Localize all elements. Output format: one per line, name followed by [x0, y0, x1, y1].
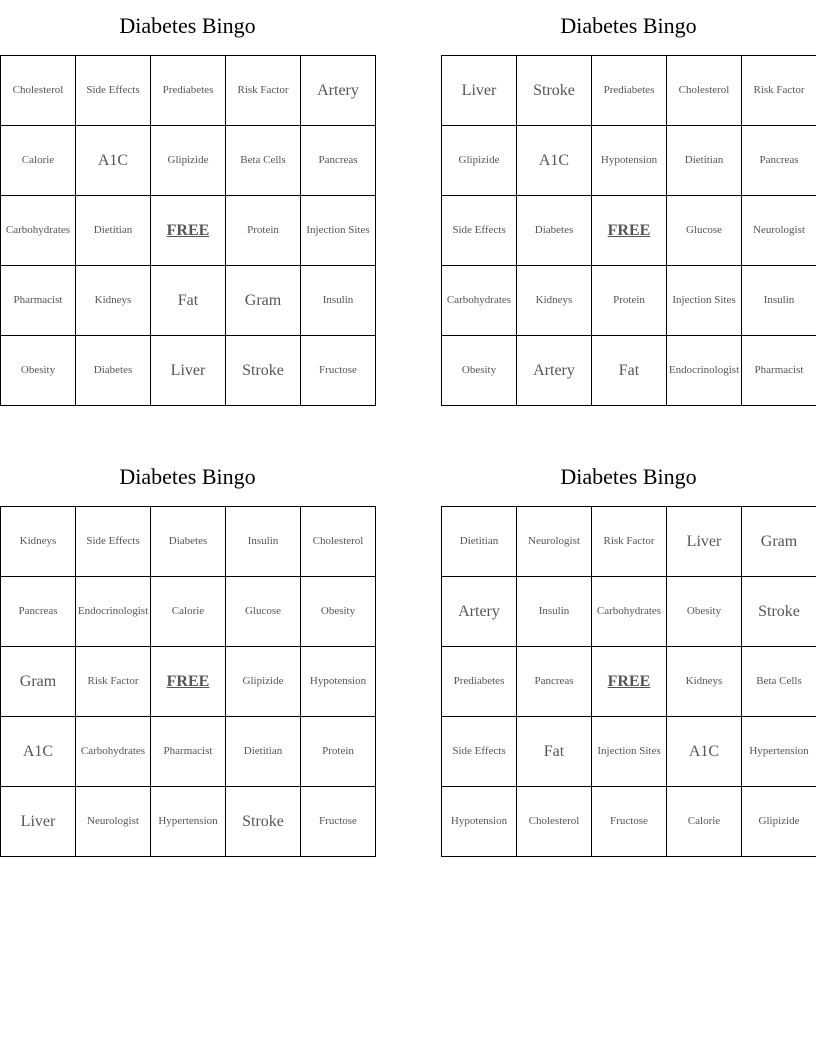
bingo-cell: Pharmacist — [742, 336, 816, 406]
bingo-cell: Dietitian — [667, 126, 742, 196]
bingo-cell: Side Effects — [76, 56, 151, 126]
bingo-card-1 — [0, 0, 375, 406]
bingo-cell: Pancreas — [742, 126, 816, 196]
bingo-cell: Dietitian — [226, 717, 301, 787]
bingo-cell: A1C — [517, 126, 592, 196]
bingo-cell: Injection Sites — [301, 196, 376, 266]
bingo-cell: Cholesterol — [517, 787, 592, 857]
free-space: FREE — [151, 196, 226, 266]
bingo-cell: Diabetes — [517, 196, 592, 266]
bingo-cell: Risk Factor — [592, 507, 667, 577]
bingo-cell: Insulin — [742, 266, 816, 336]
bingo-card-4 — [441, 451, 816, 857]
bingo-cell: Prediabetes — [592, 56, 667, 126]
bingo-cell: Glipizide — [442, 126, 517, 196]
bingo-row — [1, 126, 376, 196]
bingo-cell: Hypertension — [742, 717, 816, 787]
bingo-cell: A1C — [76, 126, 151, 196]
bingo-cell: Side Effects — [442, 717, 517, 787]
bingo-cell: Risk Factor — [76, 647, 151, 717]
bingo-cell: Liver — [442, 56, 517, 126]
bingo-cell: Pharmacist — [151, 717, 226, 787]
bingo-cell: Kidneys — [1, 507, 76, 577]
bingo-cell: Stroke — [226, 787, 301, 857]
bingo-cell: Glipizide — [151, 126, 226, 196]
bingo-cell: Protein — [301, 717, 376, 787]
bingo-row — [1, 647, 376, 717]
bingo-row — [442, 266, 816, 336]
bingo-cell: Risk Factor — [226, 56, 301, 126]
bingo-cell: Pancreas — [1, 577, 76, 647]
bingo-cell: Dietitian — [76, 196, 151, 266]
bingo-cell: Obesity — [1, 336, 76, 406]
bingo-cell: Fructose — [301, 787, 376, 857]
bingo-cell: Liver — [151, 336, 226, 406]
bingo-cell: Insulin — [301, 266, 376, 336]
bingo-cell: Carbohydrates — [592, 577, 667, 647]
bingo-cell: Carbohydrates — [76, 717, 151, 787]
bingo-cell: Fat — [592, 336, 667, 406]
bingo-cell: Gram — [226, 266, 301, 336]
bingo-cell: Prediabetes — [151, 56, 226, 126]
bingo-cell: Glipizide — [742, 787, 816, 857]
bingo-cell: Prediabetes — [442, 647, 517, 717]
free-space: FREE — [592, 647, 667, 717]
bingo-cell: Endocrinologist — [76, 577, 151, 647]
bingo-card-2 — [441, 0, 816, 406]
bingo-cell: Cholesterol — [301, 507, 376, 577]
bingo-cell: Stroke — [742, 577, 816, 647]
bingo-cell: Neurologist — [517, 507, 592, 577]
bingo-row — [1, 266, 376, 336]
bingo-cell: Carbohydrates — [442, 266, 517, 336]
bingo-cell: Stroke — [517, 56, 592, 126]
bingo-row — [442, 507, 816, 577]
bingo-cell: Glucose — [667, 196, 742, 266]
bingo-cell: Protein — [226, 196, 301, 266]
free-space: FREE — [151, 647, 226, 717]
bingo-card-3 — [0, 451, 375, 857]
bingo-cell: Pancreas — [517, 647, 592, 717]
bingo-cell: Hypotension — [592, 126, 667, 196]
bingo-row — [1, 787, 376, 857]
card-title: Diabetes Bingo — [560, 13, 697, 38]
bingo-cell: Kidneys — [667, 647, 742, 717]
bingo-row — [442, 647, 816, 717]
bingo-cell: Liver — [667, 507, 742, 577]
bingo-grid — [441, 55, 816, 406]
bingo-cell: Side Effects — [442, 196, 517, 266]
bingo-cell: Kidneys — [76, 266, 151, 336]
bingo-row — [442, 577, 816, 647]
bingo-cell: Protein — [592, 266, 667, 336]
bingo-cell: A1C — [1, 717, 76, 787]
bingo-cell: Liver — [1, 787, 76, 857]
bingo-cell: Hypertension — [151, 787, 226, 857]
bingo-cell: Stroke — [226, 336, 301, 406]
bingo-row — [1, 507, 376, 577]
bingo-cell: Injection Sites — [592, 717, 667, 787]
bingo-cell: Fat — [151, 266, 226, 336]
bingo-cell: Hypotension — [301, 647, 376, 717]
bingo-cell: Obesity — [301, 577, 376, 647]
bingo-row — [442, 336, 816, 406]
bingo-cell: Artery — [442, 577, 517, 647]
bingo-cell: Endocrinologist — [667, 336, 742, 406]
bingo-cell: Kidneys — [517, 266, 592, 336]
card-title: Diabetes Bingo — [119, 13, 256, 38]
bingo-cell: Artery — [517, 336, 592, 406]
bingo-cell: Insulin — [517, 577, 592, 647]
bingo-cell: Neurologist — [742, 196, 816, 266]
bingo-cell: Insulin — [226, 507, 301, 577]
bingo-row — [442, 56, 816, 126]
bingo-cell: Glipizide — [226, 647, 301, 717]
bingo-cell: Carbohydrates — [1, 196, 76, 266]
bingo-row — [442, 126, 816, 196]
bingo-cell: Neurologist — [76, 787, 151, 857]
bingo-cell: Gram — [1, 647, 76, 717]
bingo-cell: Obesity — [442, 336, 517, 406]
bingo-row — [442, 787, 816, 857]
bingo-cell: Risk Factor — [742, 56, 816, 126]
bingo-cell: Side Effects — [76, 507, 151, 577]
bingo-cell: Diabetes — [76, 336, 151, 406]
bingo-cell: Gram — [742, 507, 816, 577]
bingo-cell: Fat — [517, 717, 592, 787]
bingo-grid — [441, 506, 816, 857]
bingo-cell: Calorie — [667, 787, 742, 857]
bingo-row — [1, 56, 376, 126]
card-title: Diabetes Bingo — [560, 464, 697, 489]
bingo-cell: Cholesterol — [667, 56, 742, 126]
bingo-row — [1, 196, 376, 266]
bingo-grid — [0, 55, 376, 406]
bingo-cell: Calorie — [151, 577, 226, 647]
bingo-grid — [0, 506, 376, 857]
bingo-cell: Artery — [301, 56, 376, 126]
bingo-cell: Glucose — [226, 577, 301, 647]
bingo-cell: A1C — [667, 717, 742, 787]
bingo-cell: Fructose — [592, 787, 667, 857]
bingo-cell: Obesity — [667, 577, 742, 647]
bingo-row — [442, 717, 816, 787]
bingo-row — [1, 577, 376, 647]
card-title: Diabetes Bingo — [119, 464, 256, 489]
bingo-cell: Fructose — [301, 336, 376, 406]
bingo-cell: Injection Sites — [667, 266, 742, 336]
bingo-cell: Pharmacist — [1, 266, 76, 336]
bingo-cell: Cholesterol — [1, 56, 76, 126]
bingo-cell: Hypotension — [442, 787, 517, 857]
bingo-cell: Calorie — [1, 126, 76, 196]
bingo-cell: Pancreas — [301, 126, 376, 196]
bingo-cell: Dietitian — [442, 507, 517, 577]
bingo-row — [442, 196, 816, 266]
bingo-cell: Beta Cells — [226, 126, 301, 196]
bingo-cell: Diabetes — [151, 507, 226, 577]
bingo-cell: Beta Cells — [742, 647, 816, 717]
bingo-row — [1, 336, 376, 406]
free-space: FREE — [592, 196, 667, 266]
bingo-row — [1, 717, 376, 787]
